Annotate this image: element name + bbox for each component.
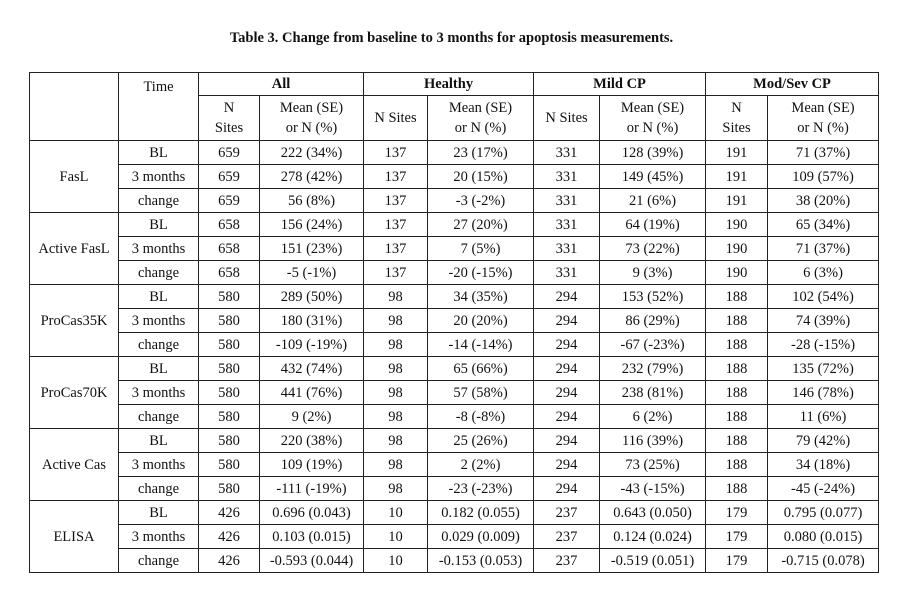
time-label: change — [119, 405, 199, 429]
cell-mean-mod-sev-cp: -0.715 (0.078) — [768, 549, 879, 573]
cell-n-sites-healthy: 98 — [364, 333, 428, 357]
cell-n-sites-all: 658 — [199, 261, 260, 285]
cell-mean-mod-sev-cp: 0.795 (0.077) — [768, 501, 879, 525]
cell-mean-mod-sev-cp: -45 (-24%) — [768, 477, 879, 501]
mean-header-line2: or N (%) — [454, 120, 507, 136]
cell-mean-mild-cp: -67 (-23%) — [600, 333, 706, 357]
mean-header-line1: Mean (SE) — [448, 100, 513, 116]
cell-mean-mild-cp: 86 (29%) — [600, 309, 706, 333]
cell-mean-healthy: 27 (20%) — [428, 213, 534, 237]
cell-mean-all: 222 (34%) — [260, 141, 364, 165]
cell-mean-healthy: 23 (17%) — [428, 141, 534, 165]
cell-mean-mild-cp: -43 (-15%) — [600, 477, 706, 501]
cell-mean-mild-cp: 6 (2%) — [600, 405, 706, 429]
mean-header-line2: or N (%) — [626, 120, 679, 136]
cell-mean-mod-sev-cp: 109 (57%) — [768, 165, 879, 189]
cell-n-sites-healthy: 137 — [364, 165, 428, 189]
cell-mean-healthy: 2 (2%) — [428, 453, 534, 477]
cell-mean-healthy: 20 (15%) — [428, 165, 534, 189]
mean-header-line1: Mean (SE) — [791, 100, 855, 116]
cell-mean-mod-sev-cp: 38 (20%) — [768, 189, 879, 213]
n-sites-header-line2: Sites — [722, 120, 751, 136]
cell-n-sites-mod-sev-cp: 179 — [706, 525, 768, 549]
cell-mean-all: -111 (-19%) — [260, 477, 364, 501]
cell-mean-mild-cp: 73 (22%) — [600, 237, 706, 261]
time-label: 3 months — [119, 165, 199, 189]
table-row — [30, 405, 879, 429]
cell-mean-mild-cp: 153 (52%) — [600, 285, 706, 309]
n-sites-header-line1: N — [731, 100, 742, 116]
cell-mean-mild-cp: 9 (3%) — [600, 261, 706, 285]
measure-label: FasL — [30, 141, 119, 213]
apoptosis-table — [29, 72, 879, 573]
time-label: change — [119, 477, 199, 501]
table-row — [30, 357, 879, 381]
table-row — [30, 237, 879, 261]
cell-mean-all: -109 (-19%) — [260, 333, 364, 357]
cell-mean-mod-sev-cp: 74 (39%) — [768, 309, 879, 333]
time-label: BL — [119, 357, 199, 381]
cell-n-sites-all: 426 — [199, 525, 260, 549]
cell-n-sites-healthy: 98 — [364, 405, 428, 429]
table-row — [30, 141, 879, 165]
cell-n-sites-all: 658 — [199, 213, 260, 237]
cell-mean-mild-cp: 232 (79%) — [600, 357, 706, 381]
cell-mean-mild-cp: 128 (39%) — [600, 141, 706, 165]
cell-mean-mod-sev-cp: 0.080 (0.015) — [768, 525, 879, 549]
time-label: change — [119, 261, 199, 285]
cell-mean-all: 220 (38%) — [260, 429, 364, 453]
time-label: BL — [119, 429, 199, 453]
cell-mean-all: 432 (74%) — [260, 357, 364, 381]
cell-mean-healthy: -8 (-8%) — [428, 405, 534, 429]
cell-n-sites-mod-sev-cp: 190 — [706, 213, 768, 237]
n-sites-header-line2: Sites — [214, 120, 244, 136]
cell-n-sites-mild-cp: 294 — [534, 285, 600, 309]
cell-mean-mod-sev-cp: 135 (72%) — [768, 357, 879, 381]
cell-n-sites-healthy: 137 — [364, 141, 428, 165]
cell-mean-all: 0.103 (0.015) — [260, 525, 364, 549]
cell-n-sites-mild-cp: 294 — [534, 309, 600, 333]
cell-mean-mod-sev-cp: 34 (18%) — [768, 453, 879, 477]
mean-header-mod-sev-cp — [768, 96, 879, 141]
group-header-healthy: Healthy — [364, 73, 534, 96]
cell-mean-mod-sev-cp: 102 (54%) — [768, 285, 879, 309]
cell-n-sites-mild-cp: 237 — [534, 501, 600, 525]
table-row — [30, 501, 879, 525]
measure-header-cell — [30, 73, 119, 141]
cell-mean-mild-cp: 238 (81%) — [600, 381, 706, 405]
table-row — [30, 477, 879, 501]
table-row — [30, 453, 879, 477]
measure-label: ELISA — [30, 501, 119, 573]
cell-n-sites-all: 580 — [199, 477, 260, 501]
cell-n-sites-mod-sev-cp: 190 — [706, 261, 768, 285]
cell-mean-healthy: 34 (35%) — [428, 285, 534, 309]
cell-n-sites-healthy: 137 — [364, 237, 428, 261]
cell-n-sites-mild-cp: 294 — [534, 333, 600, 357]
table-header — [30, 73, 879, 141]
time-label: 3 months — [119, 525, 199, 549]
cell-mean-healthy: -3 (-2%) — [428, 189, 534, 213]
cell-mean-mild-cp: 64 (19%) — [600, 213, 706, 237]
cell-n-sites-all: 580 — [199, 309, 260, 333]
cell-mean-all: 151 (23%) — [260, 237, 364, 261]
cell-n-sites-mild-cp: 294 — [534, 429, 600, 453]
cell-n-sites-all: 580 — [199, 333, 260, 357]
cell-n-sites-mild-cp: 294 — [534, 477, 600, 501]
cell-mean-healthy: 20 (20%) — [428, 309, 534, 333]
cell-n-sites-mod-sev-cp: 188 — [706, 333, 768, 357]
cell-n-sites-mild-cp: 331 — [534, 165, 600, 189]
time-label: 3 months — [119, 453, 199, 477]
cell-n-sites-mod-sev-cp: 188 — [706, 429, 768, 453]
cell-n-sites-all: 659 — [199, 141, 260, 165]
time-label: change — [119, 549, 199, 573]
n-sites-header-healthy: N Sites — [364, 96, 428, 141]
cell-n-sites-healthy: 137 — [364, 261, 428, 285]
cell-n-sites-mod-sev-cp: 191 — [706, 189, 768, 213]
cell-n-sites-mod-sev-cp: 188 — [706, 309, 768, 333]
cell-mean-all: 180 (31%) — [260, 309, 364, 333]
cell-n-sites-all: 580 — [199, 429, 260, 453]
cell-n-sites-healthy: 98 — [364, 477, 428, 501]
cell-mean-all: 156 (24%) — [260, 213, 364, 237]
cell-mean-all: 109 (19%) — [260, 453, 364, 477]
cell-mean-healthy: -23 (-23%) — [428, 477, 534, 501]
cell-mean-all: 278 (42%) — [260, 165, 364, 189]
table-row — [30, 549, 879, 573]
time-label: change — [119, 189, 199, 213]
cell-n-sites-all: 580 — [199, 381, 260, 405]
n-sites-header-all — [199, 96, 260, 141]
cell-n-sites-mod-sev-cp: 188 — [706, 453, 768, 477]
cell-n-sites-mod-sev-cp: 188 — [706, 477, 768, 501]
mean-header-line2: or N (%) — [285, 120, 338, 136]
cell-mean-mild-cp: 0.124 (0.024) — [600, 525, 706, 549]
cell-n-sites-mod-sev-cp: 188 — [706, 381, 768, 405]
cell-mean-healthy: 0.182 (0.055) — [428, 501, 534, 525]
cell-mean-healthy: 65 (66%) — [428, 357, 534, 381]
cell-n-sites-all: 580 — [199, 405, 260, 429]
table-body — [30, 141, 879, 573]
cell-n-sites-healthy: 98 — [364, 453, 428, 477]
group-header-mod-sev-cp: Mod/Sev CP — [706, 73, 879, 96]
cell-n-sites-healthy: 98 — [364, 309, 428, 333]
table-row — [30, 261, 879, 285]
table-row — [30, 525, 879, 549]
cell-mean-mild-cp: 116 (39%) — [600, 429, 706, 453]
time-label: change — [119, 333, 199, 357]
cell-n-sites-mild-cp: 331 — [534, 141, 600, 165]
cell-mean-mod-sev-cp: 6 (3%) — [768, 261, 879, 285]
cell-n-sites-mild-cp: 331 — [534, 261, 600, 285]
mean-header-line1: Mean (SE) — [279, 100, 344, 116]
cell-mean-mild-cp: 149 (45%) — [600, 165, 706, 189]
time-label: BL — [119, 501, 199, 525]
cell-mean-all: 289 (50%) — [260, 285, 364, 309]
table-row — [30, 429, 879, 453]
mean-header-line1: Mean (SE) — [620, 100, 685, 116]
cell-mean-healthy: 7 (5%) — [428, 237, 534, 261]
cell-mean-mod-sev-cp: 65 (34%) — [768, 213, 879, 237]
table-row — [30, 189, 879, 213]
cell-n-sites-mod-sev-cp: 188 — [706, 405, 768, 429]
measure-label: Active FasL — [30, 213, 119, 285]
mean-header-all — [260, 96, 364, 141]
group-header-row — [30, 73, 879, 96]
cell-n-sites-mild-cp: 294 — [534, 381, 600, 405]
cell-mean-all: 9 (2%) — [260, 405, 364, 429]
cell-mean-healthy: -14 (-14%) — [428, 333, 534, 357]
cell-n-sites-mod-sev-cp: 188 — [706, 285, 768, 309]
cell-n-sites-all: 658 — [199, 237, 260, 261]
cell-n-sites-mild-cp: 294 — [534, 453, 600, 477]
measure-label: ProCas70K — [30, 357, 119, 429]
group-header-all: All — [199, 73, 364, 96]
group-header-mild-cp: Mild CP — [534, 73, 706, 96]
cell-n-sites-all: 580 — [199, 285, 260, 309]
mean-header-mild-cp — [600, 96, 706, 141]
n-sites-header-mild-cp: N Sites — [534, 96, 600, 141]
time-label: BL — [119, 213, 199, 237]
n-sites-header-line1: N — [223, 100, 235, 116]
cell-mean-healthy: 0.029 (0.009) — [428, 525, 534, 549]
cell-mean-all: 0.696 (0.043) — [260, 501, 364, 525]
cell-mean-all: 441 (76%) — [260, 381, 364, 405]
cell-mean-mod-sev-cp: 71 (37%) — [768, 237, 879, 261]
cell-mean-all: 56 (8%) — [260, 189, 364, 213]
cell-n-sites-mod-sev-cp: 179 — [706, 501, 768, 525]
time-label: 3 months — [119, 237, 199, 261]
cell-n-sites-healthy: 98 — [364, 381, 428, 405]
cell-n-sites-all: 426 — [199, 501, 260, 525]
cell-n-sites-healthy: 137 — [364, 213, 428, 237]
cell-n-sites-healthy: 10 — [364, 525, 428, 549]
n-sites-header-mod-sev-cp — [706, 96, 768, 141]
cell-mean-healthy: -20 (-15%) — [428, 261, 534, 285]
cell-mean-mild-cp: 0.643 (0.050) — [600, 501, 706, 525]
cell-mean-mod-sev-cp: -28 (-15%) — [768, 333, 879, 357]
cell-mean-all: -0.593 (0.044) — [260, 549, 364, 573]
cell-mean-mod-sev-cp: 71 (37%) — [768, 141, 879, 165]
cell-n-sites-mild-cp: 331 — [534, 237, 600, 261]
cell-n-sites-mild-cp: 331 — [534, 213, 600, 237]
cell-n-sites-all: 580 — [199, 453, 260, 477]
cell-mean-mod-sev-cp: 146 (78%) — [768, 381, 879, 405]
cell-n-sites-all: 580 — [199, 357, 260, 381]
cell-n-sites-healthy: 137 — [364, 189, 428, 213]
cell-mean-healthy: -0.153 (0.053) — [428, 549, 534, 573]
cell-n-sites-mod-sev-cp: 190 — [706, 237, 768, 261]
cell-n-sites-mod-sev-cp: 191 — [706, 141, 768, 165]
cell-n-sites-all: 426 — [199, 549, 260, 573]
time-header: Time — [119, 73, 199, 141]
time-label: 3 months — [119, 309, 199, 333]
cell-n-sites-mod-sev-cp: 179 — [706, 549, 768, 573]
table-row — [30, 309, 879, 333]
mean-header-line2: or N (%) — [797, 120, 849, 136]
cell-n-sites-healthy: 98 — [364, 429, 428, 453]
measure-label: ProCas35K — [30, 285, 119, 357]
cell-mean-mild-cp: -0.519 (0.051) — [600, 549, 706, 573]
cell-mean-all: -5 (-1%) — [260, 261, 364, 285]
cell-mean-healthy: 25 (26%) — [428, 429, 534, 453]
cell-n-sites-mod-sev-cp: 188 — [706, 357, 768, 381]
measure-label: Active Cas — [30, 429, 119, 501]
table-row — [30, 213, 879, 237]
cell-mean-mod-sev-cp: 11 (6%) — [768, 405, 879, 429]
cell-n-sites-mild-cp: 331 — [534, 189, 600, 213]
cell-mean-mild-cp: 73 (25%) — [600, 453, 706, 477]
cell-n-sites-mild-cp: 237 — [534, 525, 600, 549]
cell-n-sites-healthy: 98 — [364, 285, 428, 309]
cell-n-sites-mod-sev-cp: 191 — [706, 165, 768, 189]
cell-mean-mild-cp: 21 (6%) — [600, 189, 706, 213]
cell-n-sites-mild-cp: 294 — [534, 405, 600, 429]
cell-n-sites-healthy: 98 — [364, 357, 428, 381]
table-row — [30, 285, 879, 309]
table-caption: Table 3. Change from baseline to 3 months for apoptosis measurements. — [229, 30, 674, 46]
time-label: BL — [119, 285, 199, 309]
cell-mean-mod-sev-cp: 79 (42%) — [768, 429, 879, 453]
cell-mean-healthy: 57 (58%) — [428, 381, 534, 405]
table-row — [30, 333, 879, 357]
cell-n-sites-mild-cp: 237 — [534, 549, 600, 573]
time-label: 3 months — [119, 381, 199, 405]
time-label: BL — [119, 141, 199, 165]
cell-n-sites-healthy: 10 — [364, 549, 428, 573]
cell-n-sites-mild-cp: 294 — [534, 357, 600, 381]
cell-n-sites-all: 659 — [199, 165, 260, 189]
mean-header-healthy — [428, 96, 534, 141]
table-row — [30, 165, 879, 189]
cell-n-sites-healthy: 10 — [364, 501, 428, 525]
cell-n-sites-all: 659 — [199, 189, 260, 213]
table-row — [30, 381, 879, 405]
